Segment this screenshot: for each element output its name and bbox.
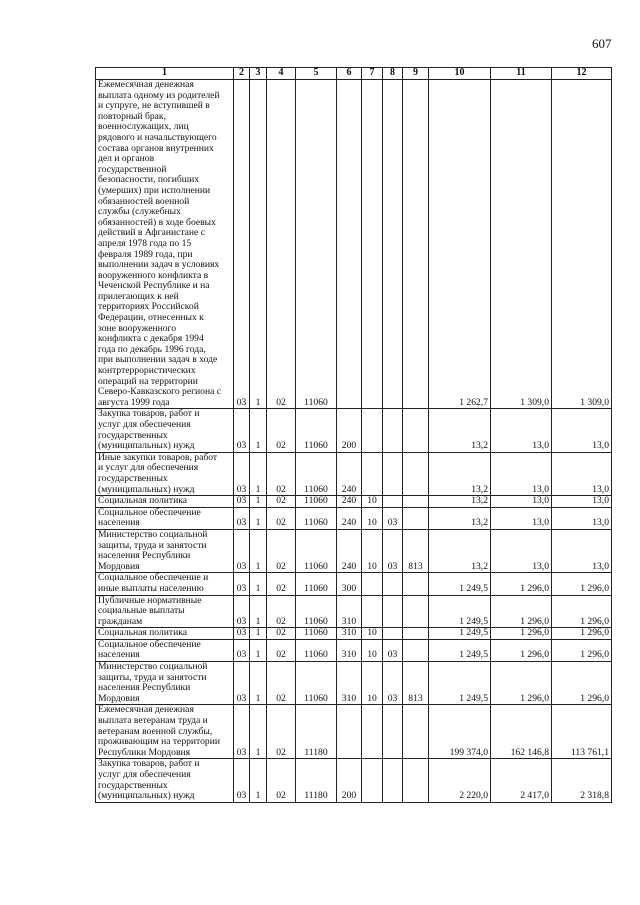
page-number: 607 xyxy=(592,36,612,51)
value-cell: 13,2 xyxy=(429,507,491,529)
value-cell: 1 296,0 xyxy=(491,595,552,628)
code-cell: 02 xyxy=(267,409,296,452)
code-cell: 02 xyxy=(267,639,296,661)
value-cell: 1 262,7 xyxy=(429,80,491,409)
code-cell: 02 xyxy=(267,507,296,529)
code-cell xyxy=(337,80,362,409)
code-cell: 03 xyxy=(234,80,250,409)
table-row xyxy=(96,496,612,508)
code-cell: 1 xyxy=(250,80,267,409)
code-cell xyxy=(403,496,429,508)
code-cell: 240 xyxy=(337,452,362,495)
code-cell: 11060 xyxy=(296,639,337,661)
value-cell: 13,0 xyxy=(491,409,552,452)
column-header: 2 xyxy=(234,68,250,80)
table-row xyxy=(96,662,612,705)
code-cell xyxy=(362,759,383,802)
code-cell: 03 xyxy=(234,452,250,495)
code-cell: 200 xyxy=(337,759,362,802)
table-row xyxy=(96,80,612,409)
row-name-cell: Ежемесячная денежная выплата одному из родителей и супруге, не вступившей в повторный брак, военнослужащих, лиц рядового и начальствующего состава органов внутренних дел и органов государственной безопасности, погибших (умерших) при исполнении обязанностей военной службы (служебных обязанностей) в ходе боевых действий в Афганистане с апреля 1978 года по 15 февраля 1989 года, при выполнении задач в условиях вооруженного конфликта в Чеченской Республике и на прилегающих к ней территориях Российской Федерации, отнесенных к зоне вооруженного конфликта с декабря 1994 года по декабрь 1996 года, при выполнении задач в ходе контртеррористических операций на территории Северо-Кавказского региона с августа 1999 года xyxy=(96,80,234,409)
column-header: 9 xyxy=(403,68,429,80)
code-cell: 11060 xyxy=(296,409,337,452)
code-cell: 02 xyxy=(267,759,296,802)
column-header: 5 xyxy=(296,68,337,80)
code-cell: 02 xyxy=(267,573,296,595)
code-cell xyxy=(383,705,403,759)
code-cell: 11060 xyxy=(296,452,337,495)
value-cell: 162 146,8 xyxy=(491,705,552,759)
code-cell: 11060 xyxy=(296,595,337,628)
code-cell: 03 xyxy=(234,496,250,508)
code-cell xyxy=(403,409,429,452)
column-header: 4 xyxy=(267,68,296,80)
code-cell: 310 xyxy=(337,639,362,661)
code-cell: 02 xyxy=(267,662,296,705)
value-cell: 13,0 xyxy=(491,452,552,495)
code-cell xyxy=(362,452,383,495)
value-cell: 1 296,0 xyxy=(552,573,612,595)
code-cell xyxy=(403,628,429,640)
code-cell: 1 xyxy=(250,705,267,759)
code-cell: 03 xyxy=(234,662,250,705)
code-cell: 10 xyxy=(362,639,383,661)
code-cell xyxy=(383,409,403,452)
column-header: 10 xyxy=(429,68,491,80)
code-cell: 03 xyxy=(234,639,250,661)
code-cell: 02 xyxy=(267,452,296,495)
row-name-cell: Социальное обеспечение населения xyxy=(96,639,234,661)
value-cell: 13,2 xyxy=(429,496,491,508)
value-cell: 1 296,0 xyxy=(491,662,552,705)
code-cell: 10 xyxy=(362,496,383,508)
value-cell: 13,0 xyxy=(491,529,552,572)
row-name-cell: Министерство социальной защиты, труда и занятости населения Республики Мордовия xyxy=(96,529,234,572)
value-cell: 1 296,0 xyxy=(552,595,612,628)
code-cell: 02 xyxy=(267,529,296,572)
code-cell: 310 xyxy=(337,628,362,640)
value-cell: 1 296,0 xyxy=(552,639,612,661)
row-name-cell: Ежемесячная денежная выплата ветеранам труда и ветеранам военной службы, проживающим на территории Республики Мордовия xyxy=(96,705,234,759)
code-cell: 310 xyxy=(337,595,362,628)
code-cell: 300 xyxy=(337,573,362,595)
row-name-cell: Министерство социальной защиты, труда и занятости населения Республики Мордовия xyxy=(96,662,234,705)
code-cell: 813 xyxy=(403,529,429,572)
code-cell: 03 xyxy=(234,529,250,572)
code-cell: 1 xyxy=(250,452,267,495)
code-cell xyxy=(403,595,429,628)
column-header: 12 xyxy=(552,68,612,80)
value-cell: 1 249,5 xyxy=(429,662,491,705)
column-header: 6 xyxy=(337,68,362,80)
code-cell xyxy=(403,452,429,495)
code-cell: 11060 xyxy=(296,507,337,529)
code-cell: 240 xyxy=(337,529,362,572)
table-row xyxy=(96,409,612,452)
code-cell: 03 xyxy=(234,705,250,759)
value-cell: 199 374,0 xyxy=(429,705,491,759)
code-cell: 240 xyxy=(337,507,362,529)
code-cell xyxy=(383,759,403,802)
code-cell xyxy=(403,759,429,802)
column-header: 11 xyxy=(491,68,552,80)
row-name-cell: Закупка товаров, работ и услуг для обеспечения государственных (муниципальных) нужд xyxy=(96,409,234,452)
code-cell: 03 xyxy=(234,595,250,628)
table-row xyxy=(96,507,612,529)
code-cell: 02 xyxy=(267,628,296,640)
code-cell xyxy=(362,573,383,595)
code-cell: 1 xyxy=(250,507,267,529)
code-cell: 11060 xyxy=(296,496,337,508)
value-cell: 13,0 xyxy=(552,496,612,508)
value-cell: 13,0 xyxy=(552,507,612,529)
code-cell xyxy=(362,409,383,452)
code-cell: 10 xyxy=(362,507,383,529)
code-cell: 03 xyxy=(383,507,403,529)
table-body xyxy=(96,80,612,803)
code-cell: 03 xyxy=(383,529,403,572)
code-cell xyxy=(337,705,362,759)
value-cell: 13,2 xyxy=(429,409,491,452)
value-cell: 1 296,0 xyxy=(491,573,552,595)
row-name-cell: Социальная политика xyxy=(96,628,234,640)
budget-table xyxy=(95,67,612,803)
code-cell: 1 xyxy=(250,409,267,452)
code-cell xyxy=(383,452,403,495)
code-cell xyxy=(383,573,403,595)
value-cell: 1 296,0 xyxy=(491,628,552,640)
code-cell: 11060 xyxy=(296,529,337,572)
code-cell: 11060 xyxy=(296,628,337,640)
code-cell: 03 xyxy=(234,573,250,595)
code-cell: 02 xyxy=(267,595,296,628)
code-cell xyxy=(383,80,403,409)
column-header: 7 xyxy=(362,68,383,80)
row-name-cell: Социальное обеспечение населения xyxy=(96,507,234,529)
value-cell: 13,0 xyxy=(491,507,552,529)
code-cell: 1 xyxy=(250,573,267,595)
code-cell: 240 xyxy=(337,496,362,508)
value-cell: 1 296,0 xyxy=(552,628,612,640)
value-cell: 13,0 xyxy=(552,529,612,572)
row-name-cell: Публичные нормативные социальные выплаты гражданам xyxy=(96,595,234,628)
table-row xyxy=(96,705,612,759)
code-cell: 1 xyxy=(250,628,267,640)
table-row xyxy=(96,573,612,595)
code-cell xyxy=(383,628,403,640)
value-cell: 2 417,0 xyxy=(491,759,552,802)
column-header: 8 xyxy=(383,68,403,80)
code-cell: 11060 xyxy=(296,573,337,595)
table-header-row xyxy=(96,68,612,80)
row-name-cell: Иные закупки товаров, работ и услуг для обеспечения государственных (муниципальных) нужд xyxy=(96,452,234,495)
code-cell: 11180 xyxy=(296,759,337,802)
row-name-cell: Закупка товаров, работ и услуг для обеспечения государственных (муниципальных) нужд xyxy=(96,759,234,802)
value-cell: 13,2 xyxy=(429,452,491,495)
code-cell xyxy=(403,639,429,661)
table-row xyxy=(96,759,612,802)
table-row xyxy=(96,639,612,661)
code-cell: 03 xyxy=(383,639,403,661)
table-row xyxy=(96,628,612,640)
code-cell: 1 xyxy=(250,759,267,802)
code-cell: 03 xyxy=(234,409,250,452)
table-row xyxy=(96,595,612,628)
code-cell xyxy=(403,80,429,409)
code-cell: 813 xyxy=(403,662,429,705)
column-header: 3 xyxy=(250,68,267,80)
code-cell: 200 xyxy=(337,409,362,452)
code-cell: 11060 xyxy=(296,80,337,409)
code-cell: 11060 xyxy=(296,662,337,705)
value-cell: 13,0 xyxy=(552,452,612,495)
code-cell xyxy=(362,705,383,759)
code-cell xyxy=(383,595,403,628)
code-cell: 02 xyxy=(267,705,296,759)
code-cell: 1 xyxy=(250,529,267,572)
code-cell: 03 xyxy=(383,662,403,705)
code-cell xyxy=(403,573,429,595)
code-cell: 10 xyxy=(362,628,383,640)
code-cell xyxy=(362,80,383,409)
value-cell: 113 761,1 xyxy=(552,705,612,759)
row-name-cell: Социальное обеспечение и иные выплаты населению xyxy=(96,573,234,595)
code-cell xyxy=(403,507,429,529)
value-cell: 2 318,8 xyxy=(552,759,612,802)
value-cell: 1 296,0 xyxy=(491,639,552,661)
table-row xyxy=(96,529,612,572)
code-cell: 02 xyxy=(267,496,296,508)
code-cell: 02 xyxy=(267,80,296,409)
code-cell xyxy=(403,705,429,759)
code-cell: 1 xyxy=(250,639,267,661)
value-cell: 1 296,0 xyxy=(552,662,612,705)
value-cell: 1 249,5 xyxy=(429,573,491,595)
code-cell: 03 xyxy=(234,507,250,529)
code-cell: 1 xyxy=(250,496,267,508)
value-cell: 1 249,5 xyxy=(429,639,491,661)
code-cell: 10 xyxy=(362,662,383,705)
column-header: 1 xyxy=(96,68,234,80)
code-cell: 10 xyxy=(362,529,383,572)
code-cell xyxy=(383,496,403,508)
value-cell: 1 249,5 xyxy=(429,595,491,628)
value-cell: 1 309,0 xyxy=(552,80,612,409)
row-name-cell: Социальная политика xyxy=(96,496,234,508)
code-cell: 03 xyxy=(234,759,250,802)
code-cell xyxy=(362,595,383,628)
code-cell: 1 xyxy=(250,662,267,705)
code-cell: 1 xyxy=(250,595,267,628)
value-cell: 1 249,5 xyxy=(429,628,491,640)
value-cell: 13,0 xyxy=(552,409,612,452)
code-cell: 310 xyxy=(337,662,362,705)
value-cell: 13,0 xyxy=(491,496,552,508)
code-cell: 11180 xyxy=(296,705,337,759)
code-cell: 03 xyxy=(234,628,250,640)
table-row xyxy=(96,452,612,495)
value-cell: 2 220,0 xyxy=(429,759,491,802)
value-cell: 1 309,0 xyxy=(491,80,552,409)
value-cell: 13,2 xyxy=(429,529,491,572)
